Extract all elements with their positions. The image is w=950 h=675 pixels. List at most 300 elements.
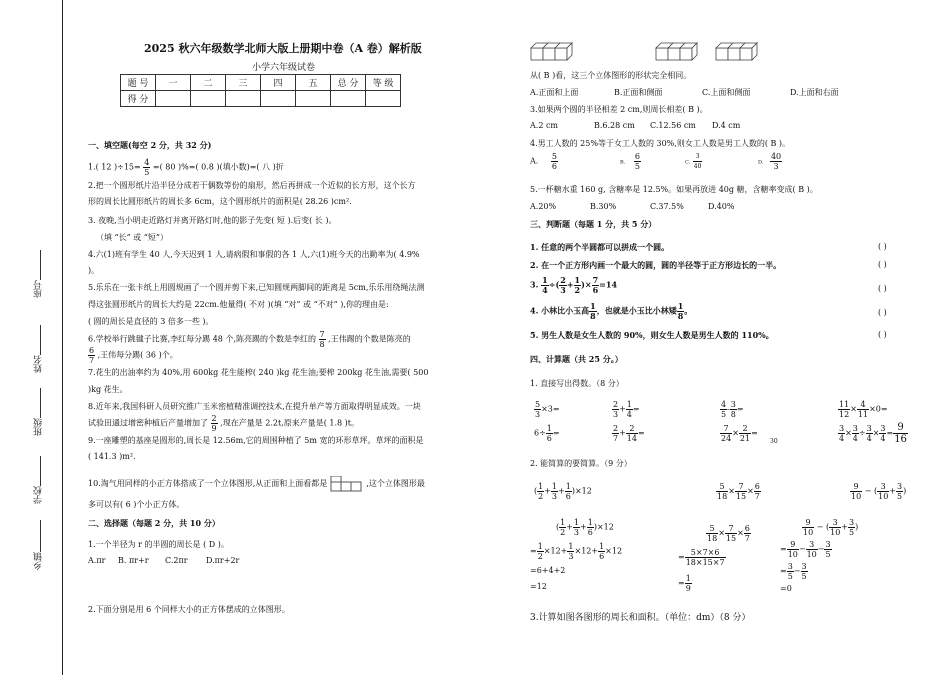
solution3-line4: =0 bbox=[780, 584, 792, 593]
frac-num: 1 bbox=[573, 518, 580, 527]
direct-calc-1 bbox=[534, 400, 560, 419]
frac bbox=[866, 424, 873, 443]
frac-den: 10 bbox=[851, 492, 862, 501]
simplify-expr-3: $\frac{9}{10}$ − ( $\frac{3}{10}$ + $\frac{3}{5}$ ) bbox=[851, 482, 907, 501]
option-fraction bbox=[693, 152, 703, 171]
option-frac-den: 40 bbox=[693, 163, 702, 170]
judge-q3-tail: =14 bbox=[599, 279, 618, 290]
frac-num: 1 bbox=[565, 482, 571, 491]
score-cell: 得 分 bbox=[121, 91, 156, 107]
frac-den: 2 bbox=[574, 285, 581, 295]
calc-op: + bbox=[619, 428, 626, 438]
option-frac-num: 5 bbox=[551, 152, 557, 161]
choice-q2: 2.下面分别是用 6 个同样大小的正方体摆成的立体图形。 bbox=[88, 605, 290, 614]
q1-part-b: =( 80 )%=( 0.8 )(填小数)=( 八 )折 bbox=[152, 162, 284, 172]
calc-op: ×12+ bbox=[543, 546, 568, 556]
binding-margin-line bbox=[62, 0, 63, 675]
frac-den: 5 bbox=[801, 572, 807, 581]
frac-den: 10 bbox=[830, 528, 841, 537]
frac-num: 3 bbox=[877, 482, 889, 492]
choice-q4-option-b[interactable] bbox=[620, 152, 641, 171]
frac bbox=[824, 540, 831, 559]
q6-part-a: 6.学校举行跳毽子比赛,李红每分踢 48 个,陈亮踢的个数是李红的 bbox=[88, 334, 316, 344]
score-table-header-row bbox=[121, 75, 401, 91]
choice-q2-option-a[interactable]: A.正面和上面 bbox=[530, 88, 579, 97]
frac-den: 2 bbox=[537, 552, 543, 561]
frac-num: 1 bbox=[568, 542, 574, 551]
frac-den: 21 bbox=[739, 434, 751, 443]
solution2-line2 bbox=[678, 548, 726, 567]
frac-den: 5 bbox=[825, 550, 831, 559]
solution1-line3: =6+4+2 bbox=[530, 566, 566, 575]
judge-q5-answer[interactable]: ( ) bbox=[878, 330, 887, 339]
solution1-line2 bbox=[530, 542, 622, 561]
score-table-score-row bbox=[121, 91, 401, 107]
option-fraction bbox=[634, 152, 641, 171]
choice-q3-option-d[interactable]: D.4 cm bbox=[712, 121, 741, 130]
choice-q2-option-b[interactable]: B.正面和侧面 bbox=[614, 88, 663, 97]
seat-number-label: 座号 bbox=[34, 280, 44, 298]
frac-den: 6 bbox=[599, 552, 605, 561]
choice-q5-option-a[interactable]: A.20% bbox=[530, 202, 557, 211]
frac-num: 3 bbox=[866, 424, 872, 433]
frac bbox=[787, 540, 799, 559]
calc-op: × bbox=[850, 404, 857, 414]
q10-line2: 多可以有( 6 )个小正方体。 bbox=[88, 500, 185, 509]
frac-den: 4 bbox=[866, 434, 872, 443]
option-frac-den: 5 bbox=[634, 162, 640, 171]
calc-op: = bbox=[678, 552, 685, 562]
school-label: 学校 bbox=[34, 486, 44, 504]
choice-q5-option-b[interactable]: B.30% bbox=[590, 202, 617, 211]
frac-den: 3 bbox=[613, 410, 619, 419]
frac bbox=[720, 424, 732, 443]
frac bbox=[787, 562, 794, 581]
frac-den: 4 bbox=[852, 434, 858, 443]
calc-op: = bbox=[780, 566, 787, 576]
solution3-line2: = $\frac{9}{10}$ − $\frac{3}{10}$ − $\frac{3}{5}$ bbox=[780, 540, 831, 559]
q7-line2: )kg 花生。 bbox=[88, 385, 128, 394]
score-input-cell[interactable] bbox=[261, 91, 296, 107]
choice-q2-option-c[interactable]: C.上面和侧面 bbox=[702, 88, 751, 97]
calc-op: × bbox=[732, 428, 739, 438]
frac-num: 1 bbox=[574, 275, 581, 285]
q8-part-1: 试验田通过增密种植后产量增加了 bbox=[88, 418, 208, 428]
calc-op: = bbox=[678, 578, 685, 588]
q8-fraction bbox=[211, 414, 218, 433]
choice-q5-option-c[interactable]: C.37.5% bbox=[650, 202, 684, 211]
student-name-line bbox=[40, 325, 41, 355]
score-cell: 题 号 bbox=[121, 75, 156, 91]
judge-q1-answer[interactable]: ( ) bbox=[878, 242, 887, 251]
q8-line2 bbox=[88, 414, 359, 433]
frac bbox=[537, 542, 544, 561]
frac bbox=[685, 574, 692, 593]
q1-frac-num: 4 bbox=[144, 158, 150, 167]
score-cell: 三 bbox=[226, 75, 261, 91]
frac-num: 1 bbox=[685, 574, 691, 583]
q8-part-2: ,现在产量是 2.2t,原来产量是( 1.8 )t。 bbox=[220, 418, 360, 428]
simplify-expr-2: $\frac{5}{18}$ × $\frac{7}{15}$ × $\frac{6}{7}$ bbox=[717, 482, 760, 501]
solution1-line4: =12 bbox=[530, 582, 547, 591]
choice-q2-continued: 从( B )看，这三个立体图形的形状完全相同。 bbox=[530, 71, 692, 80]
frac-num: 9 bbox=[802, 518, 814, 528]
frac-den: 7 bbox=[744, 534, 750, 543]
calc-op: ×12 bbox=[574, 486, 592, 496]
choice-q3: 3.如果两个圆的半径相差 2 cm,则周长相差( B )。 bbox=[530, 105, 708, 114]
frac-num: 3 bbox=[849, 518, 855, 527]
frac-den: 5 bbox=[849, 528, 855, 537]
direct-calc-4 bbox=[612, 424, 645, 443]
q4-line2: )。 bbox=[88, 266, 100, 275]
frac-num: 3 bbox=[825, 540, 831, 549]
frac-num: 2 bbox=[613, 400, 619, 409]
frac-num: 7 bbox=[725, 524, 737, 534]
score-cell: 总 分 bbox=[331, 75, 366, 91]
frac-den: 3 bbox=[560, 285, 566, 295]
choice-q5: 5.一杯糖水重 160 g, 含糖率是 12.5%。如果再放进 40g 糖，含糖率变成( B )。 bbox=[530, 185, 818, 194]
choice-q4-option-d[interactable] bbox=[758, 152, 782, 171]
choice-q3-option-c[interactable]: C.12.56 cm bbox=[650, 121, 696, 130]
score-input-cell[interactable] bbox=[226, 91, 261, 107]
choice-q2-option-d[interactable]: D.上面和右面 bbox=[790, 88, 839, 97]
frac-den: 6 bbox=[592, 285, 599, 295]
q9-line2: ( 141.3 )m². bbox=[88, 452, 136, 461]
q8-line1: 8.近年来,我国科研人员研究推广玉米密植精准调控技术,在提升单产等方面取得明显成效。一块 bbox=[88, 402, 421, 411]
q7-line1: 7.花生的出油率约为 40%,用 600kg 花生能榨( 240 )kg 花生油;要榨 200kg 花生油,需要( 500 bbox=[88, 368, 429, 377]
frac-den: 16 bbox=[894, 434, 907, 445]
judge-q4-part-a: 4. 小林比小玉高 bbox=[530, 305, 590, 316]
frac-den: 8 bbox=[677, 311, 684, 321]
frac-den: 15 bbox=[725, 534, 737, 543]
frac-den: 14 bbox=[626, 434, 637, 443]
frac bbox=[893, 422, 908, 445]
frac bbox=[852, 424, 859, 443]
q1-part-a: 1.( 12 )÷15= bbox=[88, 162, 141, 172]
frac bbox=[806, 540, 818, 559]
score-cell: 一 bbox=[156, 75, 191, 91]
solution3-line1: $\frac{9}{10}$ − ( $\frac{3}{10}$ + $\frac{3}{5}$ ) bbox=[803, 518, 859, 537]
section4-heading: 四、计算题（共 25 分。） bbox=[530, 354, 623, 364]
frac bbox=[879, 424, 886, 443]
calc-q1-heading: 1. 直接写出得数。（8 分） bbox=[530, 379, 624, 388]
frac bbox=[850, 482, 862, 501]
frac bbox=[706, 524, 718, 543]
simplify-expr-1: ( $\frac{1}{2}$ + $\frac{1}{3}$ + $\frac{1}{6}$ )×12 bbox=[534, 482, 592, 501]
score-input-cell[interactable] bbox=[331, 91, 366, 107]
choice-q1-option-b[interactable]: B. πr+r bbox=[118, 556, 149, 565]
direct-calc-8: $\frac{3}{4}$ × $\frac{3}{4}$ ÷ $\frac{3}{4}$ × $\frac{3}{4}$ = $\frac{9}{16}$ bbox=[839, 422, 907, 445]
choice-q1: 1.一个半径为 r 的半圆的周长是 ( D )。 bbox=[88, 540, 229, 549]
frac-num: 2 bbox=[560, 275, 566, 285]
direct-calc-5 bbox=[720, 400, 744, 419]
option-letter: D. bbox=[758, 159, 764, 166]
choice-q1-option-a[interactable]: A.πr bbox=[88, 556, 106, 565]
frac bbox=[838, 424, 845, 443]
frac-num: 1 bbox=[538, 482, 544, 491]
calc-op: = bbox=[780, 544, 787, 554]
section3-heading: 三、判断题（每题 1 分，共 5 分） bbox=[530, 219, 657, 229]
judge-q4-answer[interactable]: ( ) bbox=[878, 308, 887, 317]
q6-frac1-den: 8 bbox=[319, 340, 325, 349]
calc-op: - bbox=[727, 404, 730, 414]
frac-num: 9 bbox=[787, 540, 799, 550]
judge-q3-frac bbox=[559, 276, 567, 295]
frac-den: 5 bbox=[787, 572, 793, 581]
frac-den: 18×15×7 bbox=[685, 558, 725, 567]
frac-den: 6 bbox=[587, 528, 593, 537]
calc-op: = bbox=[632, 404, 640, 414]
option-frac-num: 3 bbox=[693, 152, 703, 162]
frac bbox=[730, 400, 737, 419]
q2-line2: 形的周长比圆形纸片的周长多 6cm，这个圆形纸片的面积是( 28.26 )cm². bbox=[88, 197, 352, 206]
score-cell: 等 级 bbox=[366, 75, 401, 91]
student-name-label: 姓名 bbox=[34, 355, 44, 373]
frac bbox=[829, 518, 841, 537]
frac-den: 18 bbox=[707, 534, 718, 543]
q6-part-b: ,王伟每分踢( 36 )个。 bbox=[97, 350, 178, 360]
q3-line2: （填 “长” 或 “短”） bbox=[96, 233, 168, 242]
q3-line1: 3. 夜晚,当小明走近路灯并离开路灯时,他的影子先变( 短 ).后变( 长 )。 bbox=[88, 216, 337, 225]
frac-num: 7 bbox=[735, 482, 747, 492]
calc-op: = bbox=[552, 428, 560, 438]
solution2-line1: $\frac{5}{18}$ × $\frac{7}{15}$ × $\frac{6}{7}$ bbox=[707, 524, 750, 543]
frac bbox=[685, 548, 726, 567]
frac-num: 9 bbox=[850, 482, 862, 492]
q6-frac2-num: 6 bbox=[89, 346, 95, 355]
frac-num: 3 bbox=[730, 400, 736, 409]
calc-op: ×0= bbox=[869, 404, 888, 414]
frac-den: 12 bbox=[839, 410, 850, 419]
choice-q4-option-c[interactable] bbox=[685, 152, 702, 171]
frac bbox=[587, 518, 594, 537]
q5-line3: ( 圆的周长是直径的 3 倍多一些 )。 bbox=[88, 317, 214, 326]
frac-den: 7 bbox=[754, 492, 760, 501]
frac-num: 3 bbox=[806, 540, 818, 550]
calc-op: ×12 bbox=[596, 522, 614, 532]
frac-den: 24 bbox=[721, 434, 732, 443]
frac-num: 2 bbox=[626, 424, 638, 434]
calc-q3-heading: 3.计算如图各图形的周长和面积。（单位：dm）（8 分） bbox=[530, 613, 751, 623]
judge-q4-frac bbox=[589, 302, 597, 321]
judge-q4 bbox=[530, 302, 692, 321]
school-line bbox=[40, 456, 41, 486]
q6-fraction-1 bbox=[319, 330, 326, 349]
frac-num: 6 bbox=[744, 524, 750, 533]
seat-number-line bbox=[40, 250, 41, 280]
option-frac-den: 3 bbox=[773, 162, 779, 171]
frac-num: 3 bbox=[897, 482, 903, 491]
frac-den: 4 bbox=[626, 410, 632, 419]
frac-den: 6 bbox=[546, 434, 552, 443]
frac bbox=[626, 400, 633, 419]
frac-num: 7 bbox=[592, 275, 599, 285]
frac-den: 4 bbox=[880, 434, 886, 443]
page-title: 2025 秋六年级数学北师大版上册期中卷（A 卷）解析版 bbox=[144, 42, 422, 55]
judge-q4-part-c: 。 bbox=[684, 305, 693, 316]
option-letter: A. bbox=[530, 156, 539, 166]
option-frac-num: 40 bbox=[770, 152, 782, 161]
frac-den: 15 bbox=[735, 492, 747, 501]
q9-line1: 9.一座雕塑的基座是圆形的,周长是 12.56m,它的周围种植了 5m 宽的环形草坪。草坪的面积是 bbox=[88, 436, 424, 445]
q1-frac-den: 5 bbox=[144, 168, 150, 177]
q6-fraction-2 bbox=[88, 346, 95, 365]
frac bbox=[857, 400, 869, 419]
frac-den: 2 bbox=[560, 528, 566, 537]
frac-den: 18 bbox=[717, 492, 728, 501]
calc-op: = bbox=[637, 428, 645, 438]
frac-den: 10 bbox=[878, 492, 889, 501]
q2-line1: 2.把一个圆形纸片沿半径分成若干偶数等份的扇形，然后再拼成一个近似的长方形，这个长方 bbox=[88, 181, 416, 190]
calc-op: = bbox=[530, 546, 537, 556]
score-input-cell[interactable] bbox=[366, 91, 401, 107]
frac bbox=[537, 482, 544, 501]
score-cell: 四 bbox=[261, 75, 296, 91]
frac-den: 10 bbox=[787, 550, 798, 559]
class-line bbox=[40, 388, 41, 418]
direct-calc-2 bbox=[534, 424, 560, 443]
judge-q3-frac bbox=[541, 276, 549, 295]
frac bbox=[546, 424, 553, 443]
frac-num: 5 bbox=[535, 400, 541, 409]
judge-q1: 1. 任意的两个半圆都可以拼成一个圆。 bbox=[530, 242, 670, 252]
frac bbox=[754, 482, 761, 501]
frac-num: 1 bbox=[542, 275, 548, 285]
calc-op: + bbox=[619, 404, 626, 414]
score-cell: 五 bbox=[296, 75, 331, 91]
q10-part-a2: ,这个立体图形最 bbox=[366, 479, 425, 488]
frac bbox=[725, 524, 737, 543]
frac bbox=[565, 482, 572, 501]
calc-pre: 6÷ bbox=[534, 428, 546, 438]
frac bbox=[744, 524, 751, 543]
frac-den: 7 bbox=[613, 434, 619, 443]
frac-num: 4 bbox=[857, 400, 869, 410]
frac-num: 3 bbox=[852, 424, 858, 433]
solution1-line1: ( $\frac{1}{2}$ + $\frac{1}{3}$ + $\frac{1}{6}$ )×12 bbox=[556, 518, 614, 537]
calc-q2-heading: 2. 能简算的要简算。（9 分） bbox=[530, 459, 632, 468]
frac-num: 7 bbox=[720, 424, 732, 434]
judge-q3-answer[interactable]: ( ) bbox=[878, 284, 887, 293]
frac bbox=[626, 424, 638, 443]
town-label: 乡镇 bbox=[34, 552, 44, 570]
section1-heading: 一、填空题(每空 2 分，共 32 分) bbox=[88, 140, 212, 150]
choice-q1-option-d[interactable]: D.πr+2r bbox=[206, 556, 240, 565]
q5-line1: 5.乐乐在一张卡纸上用圆规画了一个圆并剪下来,已知圆规两脚间的距离是 5cm,乐乐用绕绳法测 bbox=[88, 283, 425, 292]
score-input-cell[interactable] bbox=[156, 91, 191, 107]
frac-num: 5 bbox=[716, 482, 728, 492]
choice-q3-option-b[interactable]: B.6.28 cm bbox=[594, 121, 635, 130]
frac bbox=[735, 482, 747, 501]
frac-den: 4 bbox=[839, 434, 845, 443]
q6-frac2-den: 7 bbox=[89, 356, 95, 365]
judge-q3-frac bbox=[574, 276, 582, 295]
calc-op: ×3= bbox=[541, 404, 560, 414]
direct-calc-7 bbox=[838, 400, 888, 419]
frac-num: 1 bbox=[546, 424, 552, 433]
score-input-cell[interactable] bbox=[191, 91, 226, 107]
choice-q1-option-c[interactable]: C.2πr bbox=[165, 556, 188, 565]
judge-q5: 5. 男生人数是女生人数的 90%，则女生人数是男生人数的 110%。 bbox=[530, 330, 774, 340]
frac-num: 3 bbox=[880, 424, 886, 433]
frac-num: 1 bbox=[551, 482, 558, 491]
score-cell: 二 bbox=[191, 75, 226, 91]
frac-den: 4 bbox=[542, 285, 548, 295]
q4-line1: 4.六(1)班有学生 40 人,今天迟到 1 人,请病假和事假的各 1 人,六(1)班今天的出勤率为( 4.9% bbox=[88, 250, 420, 259]
q1-fraction bbox=[143, 158, 150, 177]
q6-part-a2: ,王伟踢的个数是陈亮的 bbox=[328, 334, 411, 344]
frac-den: 5 bbox=[721, 410, 727, 419]
judge-q2: 2. 在一个正方形内画一个最大的圆，圆的半径等于正方形边长的一半。 bbox=[530, 260, 782, 270]
q6-frac1-num: 7 bbox=[319, 330, 325, 339]
frac-den: 8 bbox=[730, 410, 736, 419]
score-input-cell[interactable] bbox=[296, 91, 331, 107]
option-fraction bbox=[551, 152, 558, 171]
frac bbox=[802, 518, 814, 537]
frac-den: 3 bbox=[573, 528, 580, 537]
q5-line2: 得这张圆形纸片的周长大约是 22cm.他量得( 不对 )(填 “对” 或 “不对” ),你的理由是: bbox=[88, 300, 389, 309]
option-frac-num: 6 bbox=[634, 152, 640, 161]
frac-num: 3 bbox=[829, 518, 841, 528]
frac bbox=[716, 482, 728, 501]
frac-den: 11 bbox=[857, 410, 869, 419]
frac bbox=[573, 518, 580, 537]
solution2-line3 bbox=[678, 574, 692, 593]
choice-q3-option-a[interactable]: A.2 cm bbox=[530, 121, 559, 130]
score-table bbox=[120, 74, 401, 107]
frac-num: 5 bbox=[706, 524, 718, 534]
frac-num: 1 bbox=[537, 542, 543, 551]
page-subtitle: 小学六年级试卷 bbox=[252, 63, 316, 73]
judge-q3: 3. $\frac{1}{4}$ ÷( $\frac{2}{3}$ + $\frac{1}{2}$ )× $\frac{7}{6}$ =14 bbox=[530, 275, 618, 295]
cube-figure-3 bbox=[715, 40, 765, 62]
frac bbox=[739, 424, 751, 443]
q8-frac-num: 2 bbox=[211, 414, 217, 423]
frac-den: 8 bbox=[590, 311, 596, 321]
frac-num: 1 bbox=[626, 400, 632, 409]
judge-q2-answer[interactable]: ( ) bbox=[878, 260, 887, 269]
frac-num: 1 bbox=[590, 301, 596, 311]
frac-num: 5×7×6 bbox=[685, 548, 726, 558]
option-frac-den: 6 bbox=[551, 162, 557, 171]
option-letter: B. bbox=[620, 159, 626, 166]
direct-calc-3 bbox=[612, 400, 640, 419]
frac bbox=[877, 482, 889, 501]
frac-num: 1 bbox=[677, 301, 684, 311]
frac-den: 3 bbox=[568, 552, 574, 561]
frac-num: 3 bbox=[801, 562, 807, 571]
frac bbox=[896, 482, 903, 501]
frac-den: 3 bbox=[551, 492, 558, 501]
frac-den: 9 bbox=[685, 584, 691, 593]
frac-num: 4 bbox=[721, 400, 727, 409]
choice-q4-option-a[interactable] bbox=[530, 152, 558, 171]
frac-den: 2 bbox=[538, 492, 544, 501]
frac bbox=[838, 400, 850, 419]
solution3-line3: = $\frac{3}{5}$ − $\frac{3}{5}$ bbox=[780, 562, 807, 581]
choice-q5-option-d[interactable]: D.40% bbox=[708, 202, 735, 211]
frac-num: 6 bbox=[754, 482, 760, 491]
frac-num: 1 bbox=[560, 518, 566, 527]
judge-q3-label: 3. bbox=[530, 279, 539, 290]
frac-num: 2 bbox=[613, 424, 619, 433]
cube-figure-1 bbox=[530, 40, 580, 62]
frac-den: 5 bbox=[897, 492, 903, 501]
frac-den: 6 bbox=[565, 492, 571, 501]
frac bbox=[559, 518, 566, 537]
choice-q4: 4.男工人数的 25%等于女工人数的 30%,则女工人数是男工人数的( B )。 bbox=[530, 139, 791, 148]
calc-stray-number: 30 bbox=[770, 438, 778, 445]
